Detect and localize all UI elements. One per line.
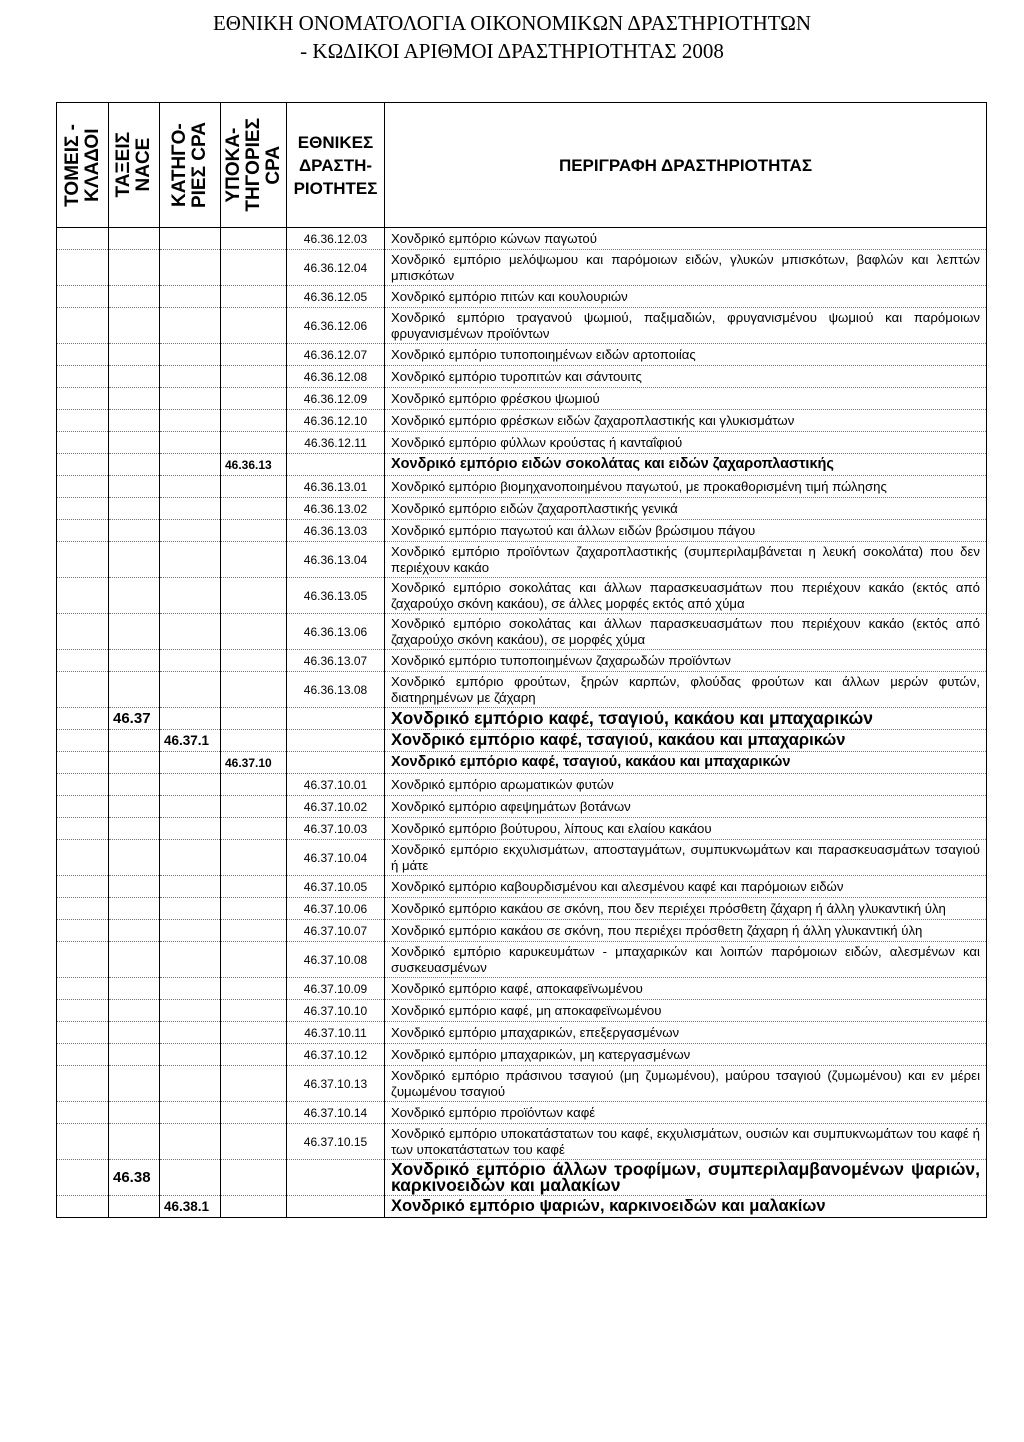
empty-cell: [109, 1022, 160, 1044]
empty-cell: [221, 542, 287, 578]
activity-code: 46.36.12.09: [287, 388, 385, 410]
table-row: [57, 498, 987, 520]
empty-cell: [57, 498, 109, 520]
empty-cell: [287, 752, 385, 774]
activity-description: Χονδρικό εμπόριο καφέ, τσαγιού, κακάου και μπαχαρικών: [385, 708, 987, 730]
empty-cell: [221, 876, 287, 898]
activity-code: 46.36.13.05: [287, 578, 385, 614]
activity-code: 46.38.1: [160, 1196, 221, 1218]
activity-description: Χονδρικό εμπόριο τυποποιημένων ειδών αρτοποιίας: [385, 344, 987, 366]
empty-cell: [221, 344, 287, 366]
activity-description: Χονδρικό εμπόριο μπαχαρικών, μη κατεργασμένων: [385, 1044, 987, 1066]
activity-description: Χονδρικό εμπόριο κώνων παγωτού: [385, 228, 987, 250]
empty-cell: [57, 454, 109, 476]
empty-cell: [57, 388, 109, 410]
activity-code: 46.37.10.13: [287, 1066, 385, 1102]
activity-code: 46.37.10.02: [287, 796, 385, 818]
empty-cell: [109, 498, 160, 520]
empty-cell: [57, 578, 109, 614]
empty-cell: [221, 818, 287, 840]
empty-cell: [109, 388, 160, 410]
activity-description: Χονδρικό εμπόριο αφεψημάτων βοτάνων: [385, 796, 987, 818]
empty-cell: [109, 410, 160, 432]
empty-cell: [57, 1160, 109, 1196]
empty-cell: [57, 614, 109, 650]
activity-description: Χονδρικό εμπόριο τραγανού ψωμιού, παξιμαδιών, φρυγανισμένου ψωμιού και παρόμοιων φρυγανισμένων προϊόντων: [385, 308, 987, 344]
empty-cell: [109, 250, 160, 286]
table-row: [57, 388, 987, 410]
empty-cell: [57, 876, 109, 898]
table-row: [57, 708, 987, 730]
table-row: [57, 1044, 987, 1066]
empty-cell: [287, 730, 385, 752]
empty-cell: [221, 708, 287, 730]
empty-cell: [160, 1044, 221, 1066]
activity-code: 46.37.10.07: [287, 920, 385, 942]
activity-code: 46.37.10.04: [287, 840, 385, 876]
empty-cell: [221, 898, 287, 920]
table-row: [57, 1102, 987, 1124]
empty-cell: [57, 520, 109, 542]
empty-cell: [57, 1022, 109, 1044]
table-row: [57, 454, 987, 476]
activity-description: Χονδρικό εμπόριο φύλλων κρούστας ή κανταΐφιού: [385, 432, 987, 454]
empty-cell: [109, 308, 160, 344]
activity-description: Χονδρικό εμπόριο καρυκευμάτων - μπαχαρικών και λοιπών παρόμοιων ειδών, αλεσμένων και συσκευασμένων: [385, 942, 987, 978]
empty-cell: [160, 498, 221, 520]
activity-description: Χονδρικό εμπόριο πράσινου τσαγιού (μη ζυμωμένου), μαύρου τσαγιού (ζυμωμένου) και εν μέρει ζυμωμένου τσαγιού: [385, 1066, 987, 1102]
empty-cell: [160, 796, 221, 818]
empty-cell: [160, 454, 221, 476]
table-row: [57, 614, 987, 650]
table-row: [57, 366, 987, 388]
empty-cell: [57, 840, 109, 876]
activity-code: 46.37.10.11: [287, 1022, 385, 1044]
table-row: [57, 410, 987, 432]
empty-cell: [57, 898, 109, 920]
empty-cell: [160, 520, 221, 542]
empty-cell: [221, 920, 287, 942]
empty-cell: [160, 650, 221, 672]
activity-code: 46.37.1: [160, 730, 221, 752]
empty-cell: [221, 1066, 287, 1102]
empty-cell: [221, 774, 287, 796]
empty-cell: [160, 542, 221, 578]
activity-code: 46.36.12.06: [287, 308, 385, 344]
activity-code: 46.36.13: [221, 454, 287, 476]
document-title: ΕΘΝΙΚΗ ΟΝΟΜΑΤΟΛΟΓΙΑ ΟΙΚΟΝΟΜΙΚΩΝ ΔΡΑΣΤΗΡΙΟΤΗΤΩΝ: [212, 11, 812, 35]
activity-code: 46.37.10.10: [287, 1000, 385, 1022]
activity-description: Χονδρικό εμπόριο άλλων τροφίμων, συμπεριλαμβανομένων ψαριών, καρκινοειδών και μαλακίων: [385, 1160, 987, 1196]
empty-cell: [109, 650, 160, 672]
activity-description: Χονδρικό εμπόριο καφέ, τσαγιού, κακάου και μπαχαρικών: [385, 730, 987, 752]
activity-description: Χονδρικό εμπόριο τυροπιτών και σάντουιτς: [385, 366, 987, 388]
empty-cell: [221, 1124, 287, 1160]
empty-cell: [109, 1102, 160, 1124]
activity-code: 46.36.12.03: [287, 228, 385, 250]
activity-code: 46.37.10.06: [287, 898, 385, 920]
empty-cell: [221, 1160, 287, 1196]
header-sectors: ΤΟΜΕΙΣ - ΚΛΑΔΟΙ: [57, 103, 109, 228]
empty-cell: [160, 432, 221, 454]
empty-cell: [221, 498, 287, 520]
empty-cell: [221, 730, 287, 752]
activity-description: Χονδρικό εμπόριο ειδών ζαχαροπλαστικής γενικά: [385, 498, 987, 520]
empty-cell: [160, 942, 221, 978]
empty-cell: [57, 366, 109, 388]
activity-description: Χονδρικό εμπόριο μελόψωμου και παρόμοιων ειδών, γλυκών μπισκότων, βαφλών και λεπτών μπισκότων: [385, 250, 987, 286]
activity-description: Χονδρικό εμπόριο κακάου σε σκόνη, που δεν περιέχει πρόσθετη ζάχαρη ή άλλη γλυκαντική ύλη: [385, 898, 987, 920]
empty-cell: [57, 432, 109, 454]
empty-cell: [221, 650, 287, 672]
activity-code: 46.36.13.01: [287, 476, 385, 498]
empty-cell: [221, 942, 287, 978]
table-row: [57, 774, 987, 796]
empty-cell: [221, 250, 287, 286]
activity-code: 46.36.12.07: [287, 344, 385, 366]
table-row: [57, 286, 987, 308]
empty-cell: [109, 730, 160, 752]
table-row: [57, 1196, 987, 1218]
empty-cell: [160, 708, 221, 730]
activity-description: Χονδρικό εμπόριο καφέ, αποκαφεϊνωμένου: [385, 978, 987, 1000]
activity-code: 46.37.10.14: [287, 1102, 385, 1124]
empty-cell: [57, 1044, 109, 1066]
empty-cell: [221, 1044, 287, 1066]
activity-code: 46.38: [109, 1160, 160, 1196]
empty-cell: [57, 708, 109, 730]
empty-cell: [160, 876, 221, 898]
table-row: [57, 476, 987, 498]
empty-cell: [160, 978, 221, 1000]
activity-code: 46.37: [109, 708, 160, 730]
empty-cell: [160, 286, 221, 308]
empty-cell: [109, 796, 160, 818]
activity-description: Χονδρικό εμπόριο βιομηχανοποιημένου παγωτού, με προκαθορισμένη τιμή πώλησης: [385, 476, 987, 498]
empty-cell: [160, 476, 221, 498]
empty-cell: [109, 454, 160, 476]
empty-cell: [57, 942, 109, 978]
empty-cell: [109, 520, 160, 542]
activity-code: 46.37.10.03: [287, 818, 385, 840]
table-row: [57, 920, 987, 942]
empty-cell: [221, 476, 287, 498]
table-row: [57, 1022, 987, 1044]
empty-cell: [57, 920, 109, 942]
empty-cell: [109, 818, 160, 840]
empty-cell: [160, 1124, 221, 1160]
activity-description: Χονδρικό εμπόριο φρέσκου ψωμιού: [385, 388, 987, 410]
empty-cell: [109, 1044, 160, 1066]
table-row: [57, 730, 987, 752]
activity-code: 46.36.13.07: [287, 650, 385, 672]
activity-description: Χονδρικό εμπόριο καφέ, μη αποκαφεϊνωμένου: [385, 1000, 987, 1022]
empty-cell: [160, 920, 221, 942]
empty-cell: [57, 228, 109, 250]
activity-code: 46.36.12.10: [287, 410, 385, 432]
activity-description: Χονδρικό εμπόριο προϊόντων καφέ: [385, 1102, 987, 1124]
activity-description: Χονδρικό εμπόριο αρωματικών φυτών: [385, 774, 987, 796]
table-row: [57, 796, 987, 818]
empty-cell: [287, 454, 385, 476]
empty-cell: [109, 1124, 160, 1160]
activity-code: 46.36.13.03: [287, 520, 385, 542]
activity-description: Χονδρικό εμπόριο σοκολάτας και άλλων παρασκευασμάτων που περιέχουν κακάο (εκτός από ζαχαρούχο σκόνη κακάου), σε άλλες μορφές εκτός από χύμα: [385, 578, 987, 614]
activity-codes-table: [56, 102, 987, 1218]
activity-description: Χονδρικό εμπόριο προϊόντων ζαχαροπλαστικής (συμπεριλαμβάνεται η λευκή σοκολάτα) που δεν περιέχουν κακάο: [385, 542, 987, 578]
empty-cell: [221, 840, 287, 876]
empty-cell: [109, 432, 160, 454]
empty-cell: [221, 796, 287, 818]
table-row: [57, 942, 987, 978]
empty-cell: [221, 286, 287, 308]
empty-cell: [221, 1102, 287, 1124]
empty-cell: [160, 250, 221, 286]
empty-cell: [109, 876, 160, 898]
table-row: [57, 578, 987, 614]
empty-cell: [109, 1196, 160, 1218]
empty-cell: [109, 476, 160, 498]
table-row: [57, 308, 987, 344]
table-row: [57, 898, 987, 920]
empty-cell: [221, 578, 287, 614]
empty-cell: [109, 542, 160, 578]
empty-cell: [57, 308, 109, 344]
empty-cell: [221, 1022, 287, 1044]
empty-cell: [57, 650, 109, 672]
activity-description: Χονδρικό εμπόριο πιτών και κουλουριών: [385, 286, 987, 308]
empty-cell: [109, 286, 160, 308]
empty-cell: [160, 614, 221, 650]
activity-code: 46.36.13.08: [287, 672, 385, 708]
activity-code: 46.36.12.08: [287, 366, 385, 388]
activity-description: Χονδρικό εμπόριο τυποποιημένων ζαχαρωδών προϊόντων: [385, 650, 987, 672]
empty-cell: [287, 1160, 385, 1196]
empty-cell: [109, 344, 160, 366]
table-row: [57, 818, 987, 840]
empty-cell: [160, 388, 221, 410]
empty-cell: [221, 1196, 287, 1218]
activity-code: 46.36.13.02: [287, 498, 385, 520]
empty-cell: [109, 752, 160, 774]
empty-cell: [57, 542, 109, 578]
table-header-row: [57, 103, 987, 228]
empty-cell: [109, 1066, 160, 1102]
activity-description: Χονδρικό εμπόριο φρούτων, ξηρών καρπών, φλούδας φρούτων και άλλων μερών φυτών, διατηρημένων με ζάχαρη: [385, 672, 987, 708]
activity-description: Χονδρικό εμπόριο καβουρδισμένου και αλεσμένου καφέ και παρόμοιων ειδών: [385, 876, 987, 898]
empty-cell: [57, 1000, 109, 1022]
empty-cell: [160, 818, 221, 840]
empty-cell: [160, 366, 221, 388]
empty-cell: [221, 228, 287, 250]
empty-cell: [57, 818, 109, 840]
table-row: [57, 1160, 987, 1196]
activity-code: 46.36.13.04: [287, 542, 385, 578]
empty-cell: [160, 1000, 221, 1022]
table-row: [57, 344, 987, 366]
table-row: [57, 978, 987, 1000]
table-row: [57, 650, 987, 672]
table-row: [57, 228, 987, 250]
activity-description: Χονδρικό εμπόριο ειδών σοκολάτας και ειδών ζαχαροπλαστικής: [385, 454, 987, 476]
empty-cell: [221, 410, 287, 432]
empty-cell: [57, 476, 109, 498]
empty-cell: [160, 1102, 221, 1124]
empty-cell: [57, 978, 109, 1000]
empty-cell: [221, 366, 287, 388]
empty-cell: [57, 774, 109, 796]
empty-cell: [57, 730, 109, 752]
table-row: [57, 1000, 987, 1022]
activity-code: 46.36.12.11: [287, 432, 385, 454]
table-row: [57, 752, 987, 774]
empty-cell: [221, 520, 287, 542]
empty-cell: [160, 1022, 221, 1044]
empty-cell: [160, 410, 221, 432]
empty-cell: [160, 752, 221, 774]
empty-cell: [57, 672, 109, 708]
activity-description: Χονδρικό εμπόριο υποκατάστατων του καφέ, εκχυλισμάτων, ουσιών και συμπυκνωμάτων του καφέ ή των υποκατάστατων του καφέ: [385, 1124, 987, 1160]
empty-cell: [109, 672, 160, 708]
empty-cell: [109, 840, 160, 876]
activity-description: Χονδρικό εμπόριο κακάου σε σκόνη, που περιέχει πρόσθετη ζάχαρη ή άλλη γλυκαντική ύλη: [385, 920, 987, 942]
empty-cell: [109, 578, 160, 614]
empty-cell: [109, 920, 160, 942]
empty-cell: [221, 1000, 287, 1022]
table-row: [57, 432, 987, 454]
empty-cell: [109, 1000, 160, 1022]
activity-code: 46.37.10: [221, 752, 287, 774]
empty-cell: [221, 672, 287, 708]
empty-cell: [160, 578, 221, 614]
activity-description: Χονδρικό εμπόριο μπαχαρικών, επεξεργασμένων: [385, 1022, 987, 1044]
empty-cell: [221, 432, 287, 454]
empty-cell: [221, 388, 287, 410]
empty-cell: [160, 228, 221, 250]
activity-code: 46.37.10.08: [287, 942, 385, 978]
empty-cell: [109, 366, 160, 388]
empty-cell: [287, 708, 385, 730]
activity-code: 46.36.13.06: [287, 614, 385, 650]
activity-description: Χονδρικό εμπόριο φρέσκων ειδών ζαχαροπλαστικής και γλυκισμάτων: [385, 410, 987, 432]
activity-description: Χονδρικό εμπόριο καφέ, τσαγιού, κακάου και μπαχαρικών: [385, 752, 987, 774]
empty-cell: [109, 898, 160, 920]
empty-cell: [160, 344, 221, 366]
activity-description: Χονδρικό εμπόριο παγωτού και άλλων ειδών βρώσιμου πάγου: [385, 520, 987, 542]
empty-cell: [221, 308, 287, 344]
activity-code: 46.36.12.04: [287, 250, 385, 286]
empty-cell: [57, 1102, 109, 1124]
header-nace-classes: ΤΑΞΕΙΣ NACE: [109, 103, 160, 228]
table-row: [57, 672, 987, 708]
empty-cell: [287, 1196, 385, 1218]
empty-cell: [57, 796, 109, 818]
empty-cell: [221, 978, 287, 1000]
empty-cell: [109, 774, 160, 796]
table-row: [57, 840, 987, 876]
empty-cell: [160, 898, 221, 920]
empty-cell: [109, 942, 160, 978]
activity-code: 46.37.10.01: [287, 774, 385, 796]
empty-cell: [221, 614, 287, 650]
table-row: [57, 1066, 987, 1102]
empty-cell: [57, 410, 109, 432]
activity-description: Χονδρικό εμπόριο βούτυρου, λίπους και ελαίου κακάου: [385, 818, 987, 840]
table-row: [57, 250, 987, 286]
empty-cell: [57, 250, 109, 286]
empty-cell: [109, 978, 160, 1000]
table-row: [57, 876, 987, 898]
empty-cell: [57, 286, 109, 308]
table-row: [57, 1124, 987, 1160]
empty-cell: [160, 308, 221, 344]
empty-cell: [57, 344, 109, 366]
activity-code: 46.37.10.05: [287, 876, 385, 898]
activity-description: Χονδρικό εμπόριο εκχυλισμάτων, αποσταγμάτων, συμπυκνωμάτων και παρασκευασμάτων τσαγιού ή μάτε: [385, 840, 987, 876]
empty-cell: [109, 614, 160, 650]
activity-code: 46.36.12.05: [287, 286, 385, 308]
document-subtitle: - ΚΩΔΙΚΟΙ ΑΡΙΘΜΟΙ ΔΡΑΣΤΗΡΙΟΤΗΤΑΣ 2008: [300, 39, 724, 63]
header-cpa-subcategories: ΥΠΟΚΑ- ΤΗΓΟΡΙΕΣ CPA: [221, 103, 287, 228]
table-row: [57, 542, 987, 578]
header-cpa-categories: ΚΑΤΗΓΟ- ΡΙΕΣ CPA: [160, 103, 221, 228]
empty-cell: [57, 1124, 109, 1160]
activity-code: 46.37.10.12: [287, 1044, 385, 1066]
empty-cell: [160, 672, 221, 708]
activity-code: 46.37.10.15: [287, 1124, 385, 1160]
empty-cell: [160, 1160, 221, 1196]
empty-cell: [57, 752, 109, 774]
empty-cell: [160, 1066, 221, 1102]
activity-description: Χονδρικό εμπόριο ψαριών, καρκινοειδών και μαλακίων: [385, 1196, 987, 1218]
empty-cell: [160, 840, 221, 876]
empty-cell: [109, 228, 160, 250]
activity-code: 46.37.10.09: [287, 978, 385, 1000]
table-row: [57, 520, 987, 542]
activity-description: Χονδρικό εμπόριο σοκολάτας και άλλων παρασκευασμάτων που περιέχουν κακάο (εκτός από ζαχαρούχο σκόνη κακάου), σε μορφές χύμα: [385, 614, 987, 650]
empty-cell: [57, 1196, 109, 1218]
header-national-activities: ΕΘΝΙΚΕΣ ΔΡΑΣΤΗ- ΡΙΟΤΗΤΕΣ: [287, 103, 385, 228]
header-activity-description: ΠΕΡΙΓΡΑΦΗ ΔΡΑΣΤΗΡΙΟΤΗΤΑΣ: [385, 103, 987, 228]
empty-cell: [160, 774, 221, 796]
empty-cell: [57, 1066, 109, 1102]
